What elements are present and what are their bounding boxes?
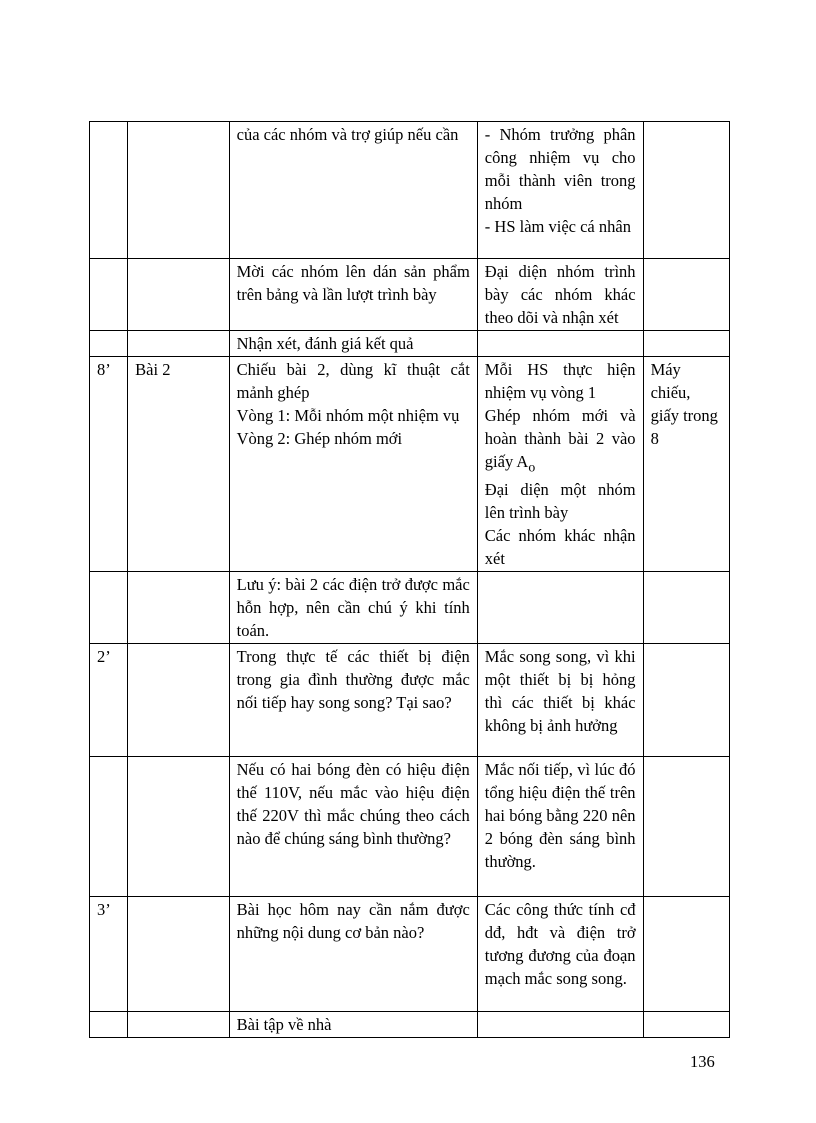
equipment-cell [643, 122, 729, 259]
equipment-cell [643, 331, 729, 357]
time-cell [90, 757, 128, 897]
table-row [90, 757, 730, 897]
content-cell [128, 1012, 229, 1038]
content-cell [128, 331, 229, 357]
table-row [90, 259, 730, 331]
equipment-cell [643, 572, 729, 644]
content-cell: Bài 2 [128, 357, 229, 572]
time-cell [90, 122, 128, 259]
student-activity-cell: - Nhóm trưởng phân công nhiệm vụ cho mỗi thành viên trong nhóm - HS làm việc cá nhân [477, 122, 643, 259]
content-cell [128, 644, 229, 757]
student-activity-cell: Các công thức tính cđ dđ, hđt và điện trở tương đương của đoạn mạch mắc song song. [477, 897, 643, 1012]
content-cell [128, 572, 229, 644]
student-activity-cell [477, 572, 643, 644]
time-cell [90, 1012, 128, 1038]
time-cell: 2’ [90, 644, 128, 757]
teacher-activity-cell: Trong thực tế các thiết bị điện trong gia đình thường được mắc nối tiếp hay song song? Tại sao? [229, 644, 477, 757]
equipment-cell [643, 1012, 729, 1038]
lesson-plan-table [89, 121, 730, 1038]
teacher-activity-cell: Chiếu bài 2, dùng kĩ thuật cắt mảnh ghép Vòng 1: Mỗi nhóm một nhiệm vụ Vòng 2: Ghép nhóm mới [229, 357, 477, 572]
equipment-cell [643, 757, 729, 897]
table-row [90, 122, 730, 259]
content-cell [128, 122, 229, 259]
student-activity-cell [477, 357, 643, 572]
teacher-activity-cell: Bài tập về nhà [229, 1012, 477, 1038]
student-text-after: Đại diện một nhóm lên trình bày Các nhóm khác nhận xét [484, 480, 636, 569]
equipment-cell [643, 259, 729, 331]
time-cell: 8’ [90, 357, 128, 572]
table-row [90, 357, 730, 572]
teacher-activity-cell: Bài học hôm nay cần nắm được những nội dung cơ bản nào? [229, 897, 477, 1012]
time-cell: 3’ [90, 897, 128, 1012]
content-cell [128, 897, 229, 1012]
time-cell [90, 259, 128, 331]
student-activity-cell: Mắc nối tiếp, vì lúc đó tổng hiệu điện thế trên hai bóng bằng 220 nên 2 bóng đèn sáng bình thường. [477, 757, 643, 897]
content-cell [128, 259, 229, 331]
teacher-activity-cell: Nhận xét, đánh giá kết quả [229, 331, 477, 357]
equipment-cell [643, 644, 729, 757]
time-cell [90, 331, 128, 357]
equipment-cell: Máy chiếu, giấy trong 8 [643, 357, 729, 572]
student-activity-cell: Mắc song song, vì khi một thiết bị bị hỏng thì các thiết bị khác không bị ảnh hưởng [477, 644, 643, 757]
table-row [90, 331, 730, 357]
page-number: 136 [690, 1052, 715, 1071]
teacher-activity-cell: Mời các nhóm lên dán sản phẩm trên bảng và lần lượt trình bày [229, 259, 477, 331]
student-activity-cell [477, 331, 643, 357]
table-row [90, 897, 730, 1012]
student-activity-cell: Đại diện nhóm trình bày các nhóm khác theo dõi và nhận xét [477, 259, 643, 331]
teacher-activity-cell: Nếu có hai bóng đèn có hiệu điện thế 110V, nếu mắc vào hiệu điện thế 220V thì mắc chúng theo cách nào để chúng sáng bình thường? [229, 757, 477, 897]
student-text-before: Mỗi HS thực hiện nhiệm vụ vòng 1 Ghép nhóm mới và hoàn thành bài 2 vào giấy A [484, 360, 636, 471]
student-activity-cell [477, 1012, 643, 1038]
student-text-subscript: o [528, 459, 536, 475]
table-row [90, 1012, 730, 1038]
equipment-cell [643, 897, 729, 1012]
table-row [90, 644, 730, 757]
teacher-activity-cell: Lưu ý: bài 2 các điện trở được mắc hỗn hợp, nên cần chú ý khi tính toán. [229, 572, 477, 644]
content-cell [128, 757, 229, 897]
time-cell [90, 572, 128, 644]
table-row [90, 572, 730, 644]
teacher-activity-cell: của các nhóm và trợ giúp nếu cần [229, 122, 477, 259]
